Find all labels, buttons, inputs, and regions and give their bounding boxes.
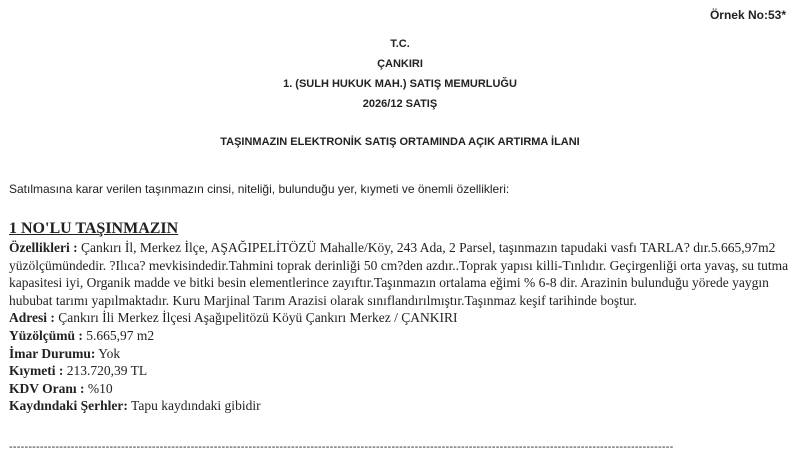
header-line-city: ÇANKIRI [377, 58, 423, 70]
property-zoning [9, 345, 793, 363]
header-line-tc: T.C. [390, 38, 410, 50]
header-line-case: 2026/12 SATIŞ [362, 98, 438, 110]
address-label: Adresi : [9, 310, 55, 326]
vat-label: KDV Oranı : [9, 380, 85, 396]
area-value: 5.665,97 m2 [86, 327, 155, 343]
section-divider: ---------------------------------------------------------------------------------------------------------------------------------------------------------------------------- [9, 441, 674, 453]
property-value [9, 362, 793, 380]
property-section [9, 219, 793, 415]
value-amount: 213.720,39 TL [66, 363, 148, 379]
address-value: Çankırı İli Merkez İlçesi Aşağıpelitözü Köyü Çankırı Merkez / ÇANKIRI [58, 310, 458, 326]
annotations-label: Kaydındaki Şerhler: [9, 398, 128, 414]
features-label: Özellikleri : [9, 240, 78, 255]
value-label: Kıymeti : [9, 363, 64, 379]
vat-value: %10 [87, 380, 113, 396]
property-title: 1 NO'LU TAŞINMAZIN [9, 220, 179, 237]
intro-text: Satılmasına karar verilen taşınmazın cinsi, niteliği, bulunduğu yer, kıymeti ve önemli özellikleri: [9, 182, 510, 196]
annotations-value: Tapu kaydındaki gibidir [131, 398, 261, 414]
property-annotations [9, 397, 793, 415]
document-number: Örnek No:53* [709, 8, 786, 22]
document-header [0, 34, 800, 114]
area-label: Yüzölçümü : [9, 327, 83, 343]
features-value: Çankırı İl, Merkez İlçe, AŞAĞIPELİTÖZÜ Mahalle/Köy, 243 Ada, 2 Parsel, taşınmazın tapudaki vasfı TARLA? dır.5.665,97m2 yüzölçümündedir. ?Ilıca? mevkisindedir.Tahmini toprak derinliği 50 cm?den azdır..Toprak yapısı killi-Tınlıdır. Geçirgenliği orta yavaş, su tutma kapasitesi iyi, Organik madde ve bitki besin elementlerince zayıftır.Taşınmazın ortalama eğimi % 6-8 dir. Arazinin bulunduğu yörede yaygın hububat tarımı yapılmaktadır. Kuru Marjinal Tarım Arazisi olarak sınıflandırılmıştır.Taşınmaz keşif tarihinde boştur. [9, 240, 789, 308]
zoning-label: İmar Durumu: [9, 345, 96, 361]
announcement-title: TAŞINMAZIN ELEKTRONİK SATIŞ ORTAMINDA AÇIK ARTIRMA İLANI [220, 136, 580, 148]
zoning-value: Yok [98, 345, 121, 361]
header-line-office: 1. (SULH HUKUK MAH.) SATIŞ MEMURLUĞU [283, 78, 517, 90]
property-features [9, 239, 793, 309]
property-area [9, 327, 793, 345]
property-vat [9, 380, 793, 398]
property-address [9, 309, 793, 327]
